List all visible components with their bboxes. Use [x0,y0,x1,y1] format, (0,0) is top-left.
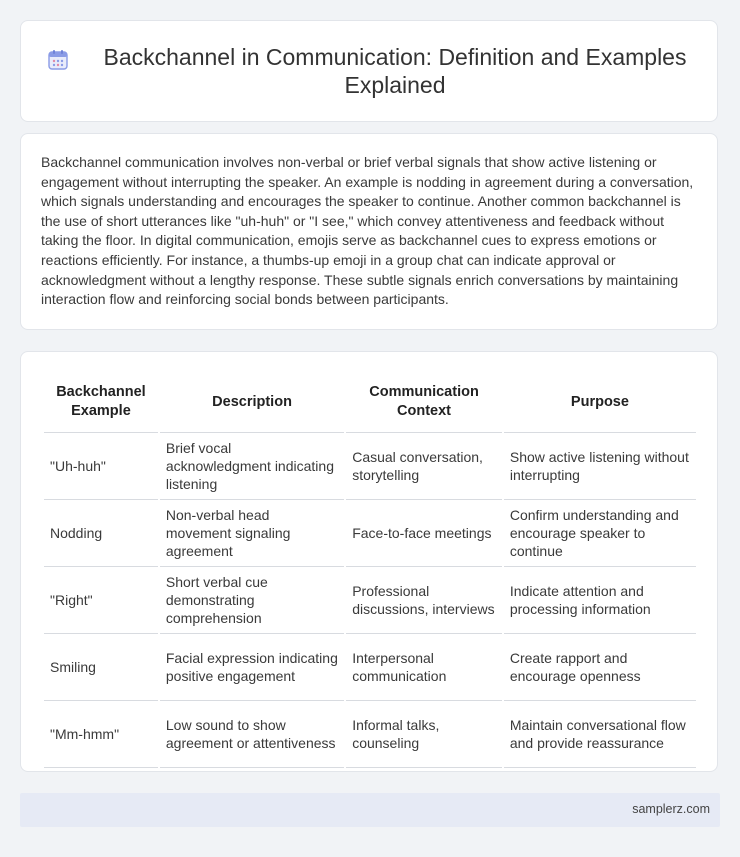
cell-purpose: Maintain conversational flow and provide reassurance [504,701,696,768]
table-row [44,634,696,701]
cell-example: Nodding [44,500,158,567]
table-row [44,433,696,500]
cell-context: Informal talks, counseling [346,701,502,768]
table-header-row [44,372,696,433]
cell-description: Short verbal cue demonstrating comprehension [160,567,344,634]
cell-purpose: Indicate attention and processing information [504,567,696,634]
cell-context: Face-to-face meetings [346,500,502,567]
cell-description: Low sound to show agreement or attentiveness [160,701,344,768]
footer-site-link[interactable]: samplerz.com [632,802,710,816]
table-row [44,567,696,634]
cell-description: Facial expression indicating positive engagement [160,634,344,701]
cell-purpose: Show active listening without interrupting [504,433,696,500]
footer-bar [20,793,720,827]
header-example: Backchannel Example [44,372,158,433]
summary-text: Backchannel communication involves non-verbal or brief verbal signals that show active listening or engagement without interrupting the speaker. An example is nodding in agreement during a conversation, which signals understanding and encourages the speaker to continue. Another common backchannel is the use of short utterances like "uh-huh" or "I see," which convey attentiveness and feedback without taking the floor. In digital communication, emojis serve as backchannel cues to express emotions or reactions efficiently. For instance, a thumbs-up emoji in a group chat can indicate approval or acknowledgment without a lengthy response. These subtle signals enrich conversations by maintaining interaction flow and reinforcing social bonds between participants. [41,154,694,308]
cell-purpose: Confirm understanding and encourage speaker to continue [504,500,696,567]
page-title: Backchannel in Communication: Definition and Examples Explained [103,44,687,98]
cell-description: Brief vocal acknowledgment indicating listening [160,433,344,500]
cell-example: "Mm-hmm" [44,701,158,768]
cell-example: "Right" [44,567,158,634]
header-context: Communication Context [346,372,502,433]
cell-example: Smiling [44,634,158,701]
summary-card [20,133,718,330]
cell-example: "Uh-huh" [44,433,158,500]
cell-description: Non-verbal head movement signaling agreement [160,500,344,567]
table-row [44,500,696,567]
header-purpose: Purpose [504,372,696,433]
backchannel-table [42,372,698,768]
cell-context: Professional discussions, interviews [346,567,502,634]
cell-purpose: Create rapport and encourage openness [504,634,696,701]
table-row [44,701,696,768]
table-card [20,351,718,772]
cell-context: Interpersonal communication [346,634,502,701]
header-description: Description [160,372,344,433]
cell-context: Casual conversation, storytelling [346,433,502,500]
title-card [20,20,718,122]
